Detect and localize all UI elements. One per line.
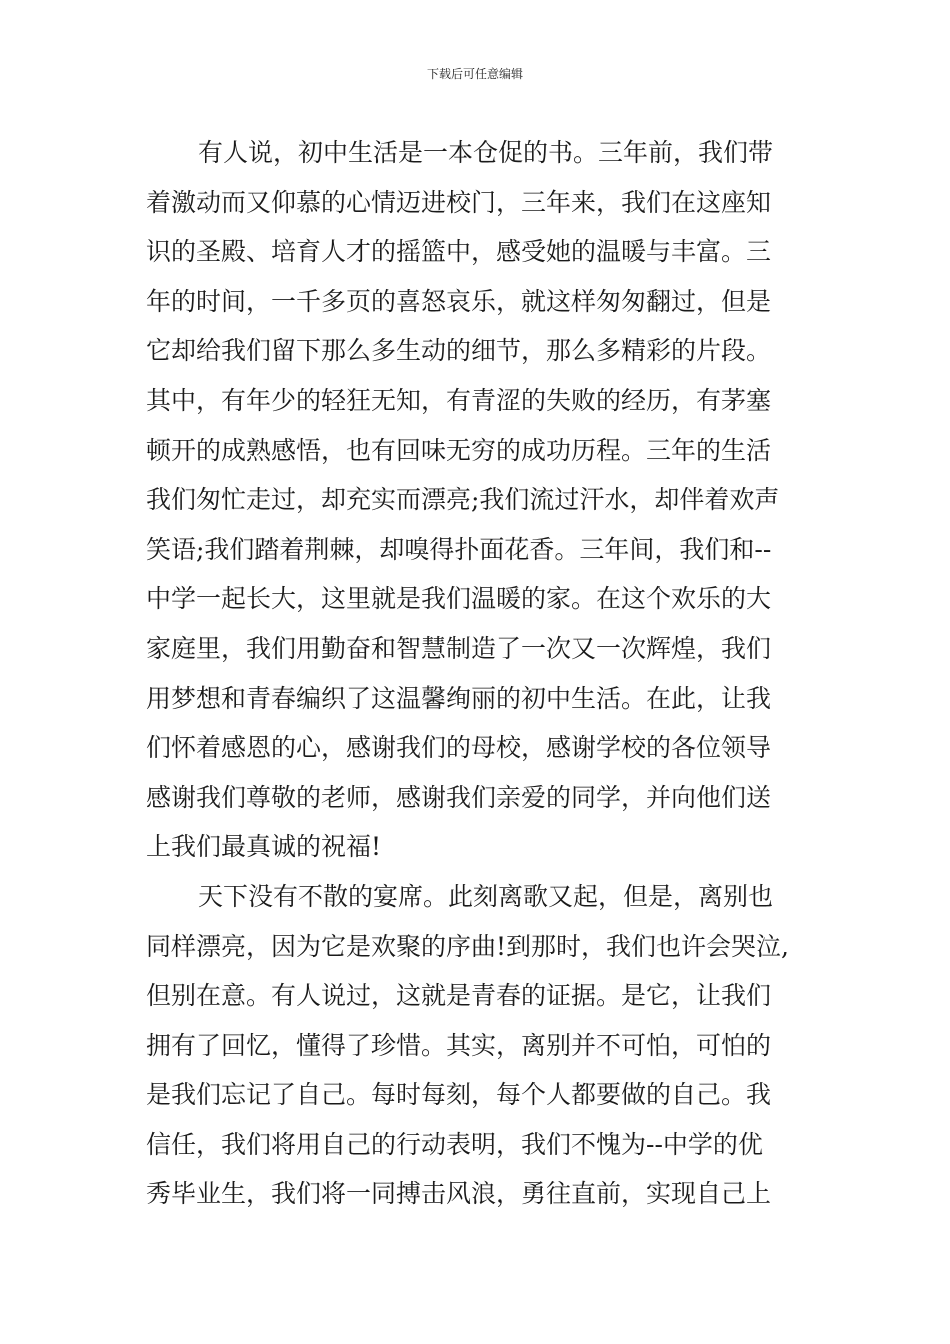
text-line: 但别在意。有人说过，这就是青春的证据。是它，让我们 bbox=[146, 981, 772, 1011]
text-line: 其中，有年少的轻狂无知，有青涩的失败的经历，有茅塞 bbox=[146, 385, 772, 415]
text-line: 它却给我们留下那么多生动的细节，那么多精彩的片段。 bbox=[146, 336, 772, 366]
page-header: 下载后可任意编辑 bbox=[426, 67, 523, 81]
text-line: 是我们忘记了自己。每时每刻，每个人都要做的自己。我 bbox=[146, 1080, 772, 1110]
text-line: 中学一起长大，这里就是我们温暖的家。在这个欢乐的大 bbox=[146, 584, 772, 614]
paragraph-1 bbox=[146, 128, 846, 872]
text-line: 们怀着感恩的心，感谢我们的母校，感谢学校的各位领导 bbox=[146, 733, 772, 763]
text-line: 我们匆忙走过，却充实而漂亮;我们流过汗水，却伴着欢声 bbox=[146, 485, 780, 515]
text-line: 年的时间，一千多页的喜怒哀乐，就这样匆匆翻过，但是 bbox=[146, 286, 772, 316]
text-line: 上我们最真诚的祝福! bbox=[146, 832, 382, 862]
paragraph-2 bbox=[146, 872, 846, 1219]
text-line: 家庭里，我们用勤奋和智慧制造了一次又一次辉煌，我们 bbox=[146, 633, 772, 663]
text-line: 有人说，初中生活是一本仓促的书。三年前，我们带 bbox=[198, 138, 774, 167]
text-line: 同样漂亮，因为它是欢聚的序曲!到那时，我们也许会哭泣, bbox=[146, 931, 789, 961]
text-line: 识的圣殿、培育人才的摇篮中，感受她的温暖与丰富。三 bbox=[146, 237, 772, 267]
text-line: 用梦想和青春编织了这温馨绚丽的初中生活。在此，让我 bbox=[146, 683, 772, 713]
text-line: 笑语;我们踏着荆棘，却嗅得扑面花香。三年间，我们和-- bbox=[146, 534, 772, 564]
document-body bbox=[146, 128, 846, 1219]
text-line: 信任，我们将用自己的行动表明，我们不愧为--中学的优 bbox=[146, 1129, 763, 1159]
text-line: 顿开的成熟感悟，也有回味无穷的成功历程。三年的生活 bbox=[146, 435, 772, 465]
text-line: 着激动而又仰慕的心情迈进校门，三年来，我们在这座知 bbox=[146, 187, 772, 217]
text-line: 秀毕业生，我们将一同搏击风浪，勇往直前，实现自己上 bbox=[146, 1179, 772, 1209]
text-line: 天下没有不散的宴席。此刻离歌又起，但是，离别也 bbox=[198, 881, 774, 911]
text-line: 拥有了回忆，懂得了珍惜。其实，离别并不可怕，可怕的 bbox=[146, 1030, 772, 1060]
text-line: 感谢我们尊敬的老师，感谢我们亲爱的同学，并向他们送 bbox=[146, 782, 772, 812]
